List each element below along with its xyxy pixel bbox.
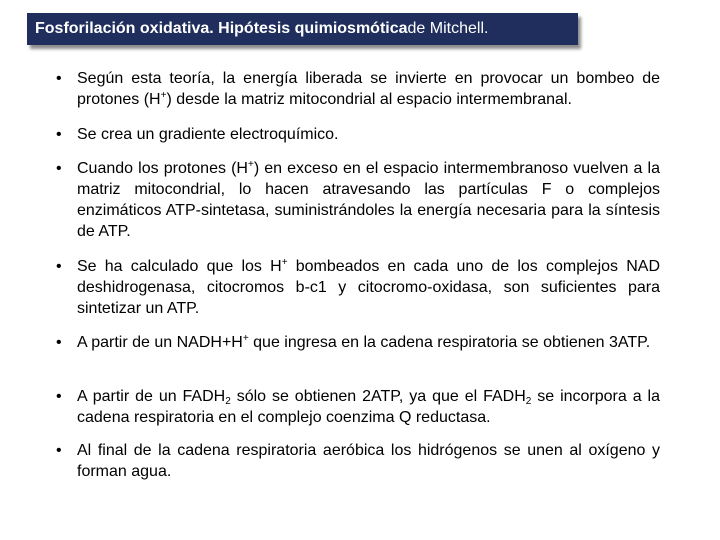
bullet-text-6: A partir de un $FADH_2$ sólo se obtienen 2ATP, ya que el $FADH_2$ se incorpora a la cadena respiratoria en el complejo coenzima Q reductasa. [77,388,660,426]
bullet-text-3: Cuando los protones (H+) en exceso en el espacio intermembranoso vuelven a la matriz mitocondrial, lo hacen atravesando las partículas F o complejos enzimáticos ATP-sintetasa, suministrándoles la energía necesaria para la síntesis de ATP. [77,159,660,240]
bullet-icon: • [56,388,62,405]
bullet-icon: • [56,160,62,177]
superscript-plus: + [247,159,254,170]
slide-title [27,13,578,45]
subscript-two: 2 [525,396,532,407]
superscript-plus: + [281,257,288,268]
title-bold-text: Fosforilación oxidativa. Hipótesis quimiosmótica [35,20,408,37]
bullet-text-7: Al final de la cadena respiratoria aeróbica los hidrógenos se unen al oxígeno y forman agua. [77,442,660,480]
bullet-icon: • [56,334,62,351]
bullet-text-5: A partir de un NADH+H+ que ingresa en la cadena respiratoria se obtienen 3ATP. [77,333,651,351]
bullet-icon: • [56,442,62,459]
superscript-plus: + [242,333,249,344]
subscript-two: 2 [225,396,231,407]
bullet-text-4: Se ha calculado que los H+ bombeados en cada uno de los complejos NAD deshidrogenasa, citocromos b-c1 y citocromo-oxidasa, son suficientes para sintetizar un ATP. [77,257,660,317]
bullet-text-1: Según esta teoría, la energía liberada se invierte en provocar un bombeo de protones (H+) desde la matriz mitocondrial al espacio intermembranal. [77,70,660,108]
bullet-icon: • [56,70,62,87]
bullet-icon: • [56,258,62,275]
title-plain-text: de Mitchell. [407,20,489,37]
superscript-plus: + [160,90,167,101]
bullet-text-2: Se crea un gradiente electroquímico. [77,126,339,143]
bullet-icon: • [56,126,62,143]
